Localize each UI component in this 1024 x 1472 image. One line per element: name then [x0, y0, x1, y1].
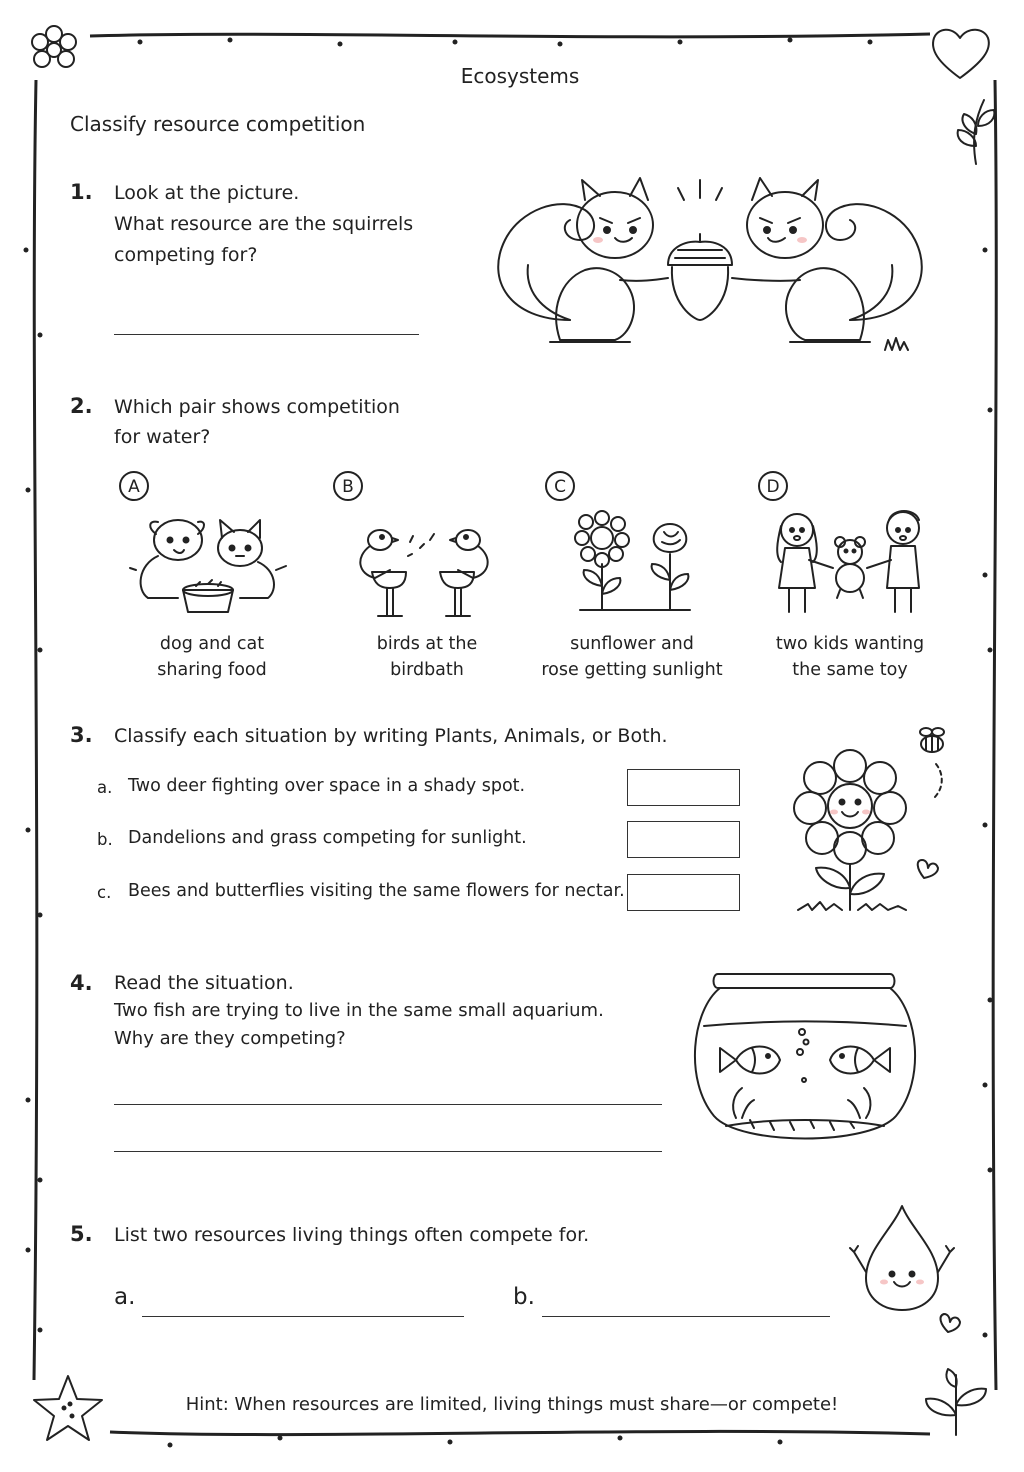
option-b-caption — [322, 631, 532, 683]
fishbowl-icon — [690, 970, 920, 1150]
question-2-number: 2. — [70, 394, 93, 418]
option-b-caption-line: birdbath — [390, 660, 464, 680]
option-c-caption-line: rose getting sunlight — [541, 660, 723, 680]
option-c-caption-line: sunflower and — [570, 634, 694, 654]
situation-b-letter: b. — [97, 830, 113, 849]
sunflower-rose-icon — [570, 504, 700, 614]
question-3-number: 3. — [70, 723, 93, 747]
situation-c-letter: c. — [97, 883, 112, 902]
smiling-flower-bee-icon — [792, 728, 952, 918]
question-4-line: Why are they competing? — [114, 1028, 346, 1049]
answer-a-label: a. — [114, 1284, 136, 1310]
worksheet-subtitle: Classify resource competition — [70, 112, 366, 136]
dog-cat-icon — [128, 510, 288, 620]
birds-birdbath-icon — [350, 512, 500, 622]
situation-c-answer-box[interactable] — [627, 874, 740, 911]
situation-b-answer-box[interactable] — [627, 821, 740, 858]
question-5-number: 5. — [70, 1222, 93, 1246]
option-b-caption-line: birds at the — [376, 634, 478, 654]
page-title: Ecosystems — [460, 64, 580, 88]
option-c-letter[interactable]: C — [545, 471, 575, 501]
option-c-caption — [527, 631, 737, 683]
question-3-prompt: Classify each situation by writing Plants, Animals, or Both. — [114, 725, 668, 747]
option-d-caption — [745, 631, 955, 683]
option-b-letter[interactable]: B — [333, 471, 363, 501]
question-1-answer-line[interactable] — [114, 334, 419, 335]
question-5-prompt: List two resources living things often compete for. — [114, 1224, 590, 1246]
question-4-answer-line-1[interactable] — [114, 1104, 662, 1105]
answer-b-line[interactable] — [542, 1316, 830, 1317]
option-a-caption — [107, 631, 317, 683]
question-2-text — [114, 392, 400, 452]
question-4-line: Read the situation. — [114, 972, 294, 994]
question-4-line: Two fish are trying to live in the same small aquarium. — [114, 1000, 604, 1021]
kids-toy-icon — [765, 502, 935, 622]
question-4-number: 4. — [70, 971, 93, 995]
two-squirrels-acorn-icon — [490, 170, 930, 360]
question-4-text — [114, 969, 604, 1053]
option-d-caption-line: the same toy — [792, 660, 908, 680]
situation-a-text: Two deer fighting over space in a shady spot. — [128, 776, 526, 796]
question-1-text — [114, 178, 413, 271]
question-1-number: 1. — [70, 180, 93, 204]
question-1-line: What resource are the squirrels — [114, 213, 414, 235]
option-a-letter[interactable]: A — [119, 471, 149, 501]
situation-a-answer-box[interactable] — [627, 769, 740, 806]
water-drop-icon — [848, 1200, 973, 1340]
answer-a-line[interactable] — [142, 1316, 464, 1317]
question-4-answer-line-2[interactable] — [114, 1151, 662, 1152]
option-a-caption-line: dog and cat — [159, 634, 265, 654]
answer-b-label: b. — [513, 1284, 535, 1310]
hint-text: Hint: When resources are limited, living things must share—or compete! — [185, 1394, 839, 1415]
situation-b-text: Dandelions and grass competing for sunlight. — [128, 828, 527, 848]
question-1-line: Look at the picture. — [114, 182, 300, 204]
situation-c-text: Bees and butterflies visiting the same flowers for nectar. — [128, 881, 625, 901]
situation-a-letter: a. — [97, 778, 113, 797]
option-d-caption-line: two kids wanting — [775, 634, 925, 654]
option-d-letter[interactable]: D — [758, 471, 788, 501]
question-2-line: Which pair shows competition — [114, 396, 400, 418]
question-1-line: competing for? — [114, 244, 258, 266]
question-2-line: for water? — [114, 426, 211, 448]
leaf-branch-icon — [950, 96, 1000, 166]
option-a-caption-line: sharing food — [157, 660, 267, 680]
